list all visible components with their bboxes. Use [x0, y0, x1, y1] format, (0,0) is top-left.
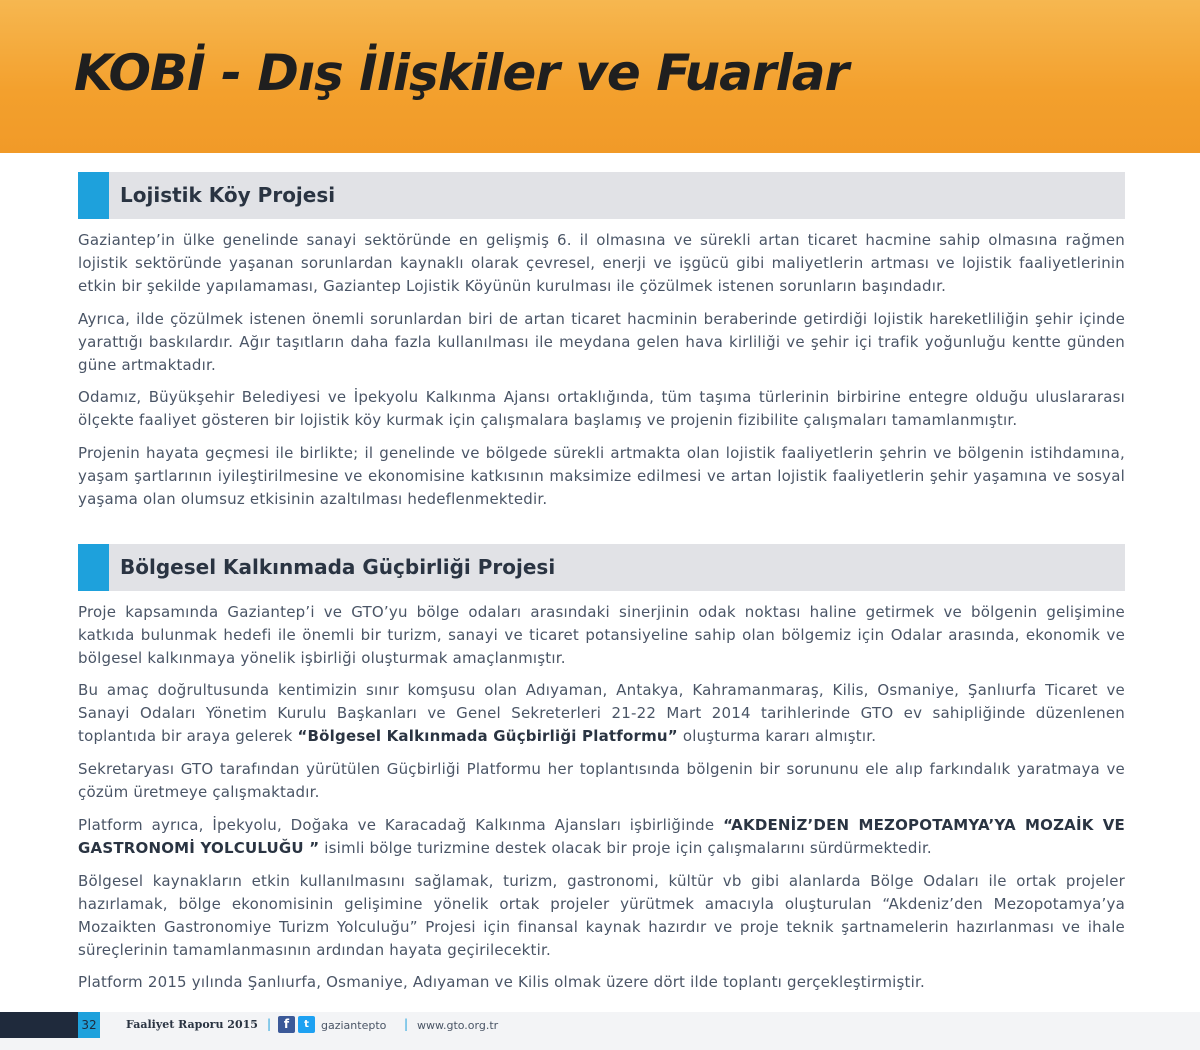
facebook-icon[interactable]: f	[278, 1016, 295, 1033]
paragraph	[78, 814, 1125, 860]
page-number: 32	[78, 1012, 100, 1038]
paragraph: Gaziantep’in ülke genelinde sanayi sektöründe en gelişmiş 6. il olmasına ve sürekli artan ticaret hacmine sahip olmasına rağmen lojistik sektöründe yaşanan sorunlardan kaynaklı olarak çevresel, enerji ve işgücü gibi maliyetlerin artması ve lojistik faaliyetlerinin etkin bir şekilde yapılamaması, Gaziantep Lojistik Köyünün kurulması ile çözülmek istenen sorunların başındadır.	[78, 231, 1125, 295]
bold-platform-name: “Bölgesel Kalkınmada Güçbirliği Platformu”	[297, 727, 678, 745]
paragraph: Sekretaryası GTO tarafından yürütülen Güçbirliği Platformu her toplantısında bölgenin bir sorununu ele alıp farkındalık yaratmaya ve çözüm üretmeye çalışmaktadır.	[78, 760, 1125, 801]
paragraph-text: Platform ayrıca, İpekyolu, Doğaka ve Karacadağ Kalkınma Ajansları işbirliğinde	[78, 816, 724, 834]
section-title: Lojistik Köy Projesi	[120, 183, 336, 207]
section-heading-lojistik	[78, 172, 1125, 219]
page-title: KOBİ - Dış İlişkiler ve Fuarlar	[74, 44, 849, 102]
paragraph-text: isimli bölge turizmine destek olacak bir proje için çalışmalarını sürdürmektedir.	[319, 839, 932, 857]
paragraph-text: Bu amaç doğrultusunda kentimizin sınır komşusu olan Adıyaman, Antakya, Kahramanmaraş, Kilis, Osmaniye, Şanlıurfa Ticaret ve Sanayi Odaları Yönetim Kurulu Başkanları ve Genel Sekreterleri 21-22 Mart 2014 tarihlerinde GTO ev sahipliğinde düzenlenen toplantıda bir araya gelerek	[78, 681, 1125, 745]
website-link[interactable]: www.gto.org.tr	[417, 1019, 499, 1032]
footer-dark-band	[0, 1012, 78, 1038]
section-accent	[78, 172, 109, 219]
paragraph	[78, 679, 1125, 748]
paragraph-text: oluşturma kararı almıştır.	[677, 727, 877, 745]
section-title: Bölgesel Kalkınmada Güçbirliği Projesi	[120, 555, 556, 579]
paragraph: Ayrıca, ilde çözülmek istenen önemli sorunlardan biri de artan ticaret hacminin beraberinde getirdiği lojistik hareketliliğin şehir içinde yarattığı baskılardır. Ağır taşıtların daha fazla kullanılması ile meydana gelen hava kirliliği ve şehir içi trafik yoğunluğu kentte günden güne artmaktadır.	[78, 310, 1125, 374]
paragraph: Odamız, Büyükşehir Belediyesi ve İpekyolu Kalkınma Ajansı ortaklığında, tüm taşıma türlerinin birbirine entegre olduğu uluslararası ölçekte faaliyet gösteren bir lojistik köy kurmak için çalışmalara başlamış ve projenin fizibilite çalışmaları tamamlanmıştır.	[78, 388, 1125, 429]
footer-separator: |	[404, 1017, 409, 1031]
section-accent	[78, 544, 109, 591]
page-footer	[0, 1012, 1200, 1050]
social-handle[interactable]: gaziantepto	[321, 1019, 387, 1032]
bold-project-name: “AKDENİZ’DEN MEZOPOTAMYA’YA MOZAİK VE GASTRONOMİ YOLCULUĞU ”	[78, 816, 1125, 857]
paragraph: Projenin hayata geçmesi ile birlikte; il genelinde ve bölgede sürekli artmakta olan lojistik faaliyetlerin şehrin ve bölgenin istihdamına, yaşam şartlarının iyileştirilmesine ve ekonomisine katkısının maksimize edilmesi ve artan lojistik faaliyetlerin şehir yaşamına ve sosyal yaşama olan olumsuz etkisinin azaltılması hedeflenmektedir.	[78, 444, 1125, 508]
section-heading-guclbirligi	[78, 544, 1125, 591]
paragraph: Platform 2015 yılında Şanlıurfa, Osmaniye, Adıyaman ve Kilis olmak üzere dört ilde toplantı gerçekleştirmiştir.	[78, 973, 925, 991]
footer-separator: |	[267, 1017, 272, 1031]
paragraph: Bölgesel kaynakların etkin kullanılmasını sağlamak, turizm, gastronomi, kültür vb gibi alanlarda Bölge Odaları ile ortak projeler hazırlamak, bölge ekonomisinin gelişimine yönelik ortak projeler yürütmek amacıyla oluşturulan “Akdeniz’den Mezopotamya’ya Mozaikten Gastronomiye Turizm Yolculuğu” Projesi için finansal kaynak hazırdır ve proje teknik şartnamelerin hazırlanması ve ihale süreçlerinin tamamlanmasının ardından hayata geçirilecektir.	[78, 872, 1125, 959]
paragraph: Proje kapsamında Gaziantep’i ve GTO’yu bölge odaları arasındaki sinerjinin odak noktası haline getirmek ve bölgenin gelişimine katkıda bulunmak hedefi ile önemli bir turizm, sanayi ve ticaret potansiyeline sahip olan bölgemiz için Odalar arasında, ekonomik ve bölgesel kalkınmaya yönelik işbirliği oluşturmak amaçlanmıştır.	[78, 603, 1125, 667]
page-header	[0, 0, 1200, 153]
twitter-icon[interactable]: t	[298, 1016, 315, 1033]
report-label: Faaliyet Raporu 2015	[126, 1018, 258, 1031]
